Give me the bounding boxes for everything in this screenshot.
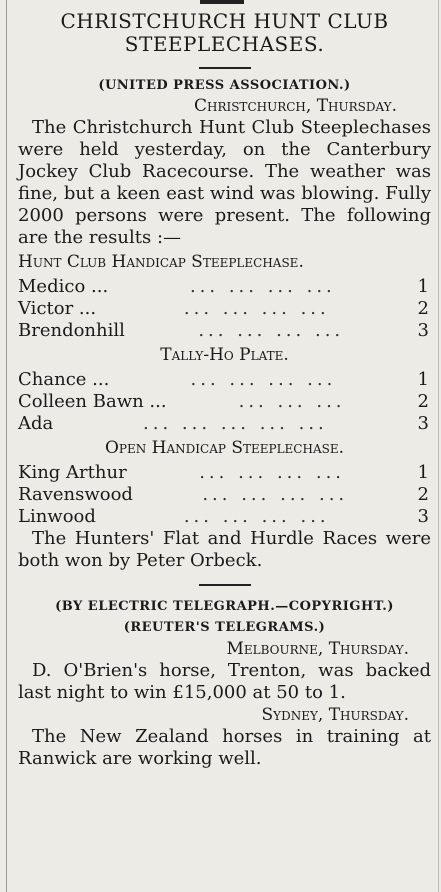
leader-dots: ... ... ... ... <box>183 506 330 527</box>
dateline-melbourne <box>18 638 431 660</box>
race-heading-3: Open Handicap Steeplechase. <box>104 438 345 458</box>
headline-line-1: CHRISTCHURCH HUNT CLUB <box>60 9 389 33</box>
placing: 3 <box>417 413 429 434</box>
leader-dots: ... ... ... ... ... <box>143 413 328 434</box>
headline-line-2: STEEPLECHASES. <box>124 32 325 56</box>
placing: 1 <box>417 462 429 483</box>
placing: 3 <box>417 506 429 527</box>
telegraph-line: (BY ELECTRIC TELEGRAPH.—COPYRIGHT.) <box>55 599 394 614</box>
column-rule-right <box>438 0 439 892</box>
horse-name: Chance ... <box>18 369 110 390</box>
leader-dots: ... ... ... ... <box>183 298 330 319</box>
horse-name: Brendonhill <box>18 320 125 341</box>
dateline-sydney <box>18 704 431 726</box>
result-row <box>18 320 431 342</box>
placing: 1 <box>417 276 429 297</box>
race-heading-2: Tally-Ho Plate. <box>160 345 289 365</box>
agency-line: (UNITED PRESS ASSOCIATION.) <box>98 78 351 93</box>
placing: 2 <box>417 484 429 505</box>
horse-name: Colleen Bawn ... <box>18 391 167 412</box>
race-heading-1: Hunt Club Handicap Steeplechase. <box>18 252 304 272</box>
result-row <box>18 413 431 435</box>
leader-dots: ... ... ... <box>238 391 346 412</box>
reuter-line: (REUTER'S TELEGRAMS.) <box>123 620 326 635</box>
leader-dots: ... ... ... ... <box>198 320 345 341</box>
intro-paragraph: The Christchurch Hunt Club Steeplechases were held yesterday, on the Canterbury Jockey Club Racecourse. The weather was fine, but a keen east wind was blowing. Fully 2000 persons were present. The following are the results :— <box>18 117 431 248</box>
horse-name: King Arthur <box>18 462 127 483</box>
dateline-text: Melbourne, Thursday. <box>226 639 409 659</box>
placing: 2 <box>417 391 429 412</box>
leader-dots: ... ... ... ... <box>190 369 337 390</box>
result-row <box>18 462 431 484</box>
dateline <box>18 95 431 117</box>
column-rule-left <box>6 0 7 892</box>
placing: 1 <box>417 369 429 390</box>
leader-dots: ... ... ... ... <box>189 276 336 297</box>
closing-paragraph: The Hunters' Flat and Hurdle Races were both won by Peter Orbeck. <box>18 528 431 571</box>
section-rule <box>199 584 251 586</box>
horse-name: Linwood <box>18 506 96 527</box>
placing: 3 <box>417 320 429 341</box>
result-row <box>18 391 431 413</box>
leader-dots: ... ... ... ... <box>202 484 349 505</box>
result-row <box>18 369 431 391</box>
result-row <box>18 484 431 506</box>
horse-name: Ada <box>18 413 54 434</box>
dateline-text: Sydney, Thursday. <box>261 705 409 725</box>
telegram-item-2: The New Zealand horses in training at Ranwick are working well. <box>18 726 431 769</box>
result-row <box>18 276 431 298</box>
dateline-text: Christchurch, Thursday. <box>193 96 397 116</box>
leader-dots: ... ... ... ... <box>199 462 346 483</box>
headline <box>18 10 431 56</box>
result-row <box>18 298 431 320</box>
horse-name: Ravenswood <box>18 484 133 505</box>
telegram-item-1: D. O'Brien's horse, Trenton, was backed last night to win £15,000 at 50 to 1. <box>18 660 431 703</box>
section-rule <box>199 67 251 69</box>
horse-name: Medico ... <box>18 276 109 297</box>
top-rule-mark <box>200 0 244 4</box>
placing: 2 <box>417 298 429 319</box>
horse-name: Victor ... <box>18 298 97 319</box>
result-row <box>18 506 431 528</box>
